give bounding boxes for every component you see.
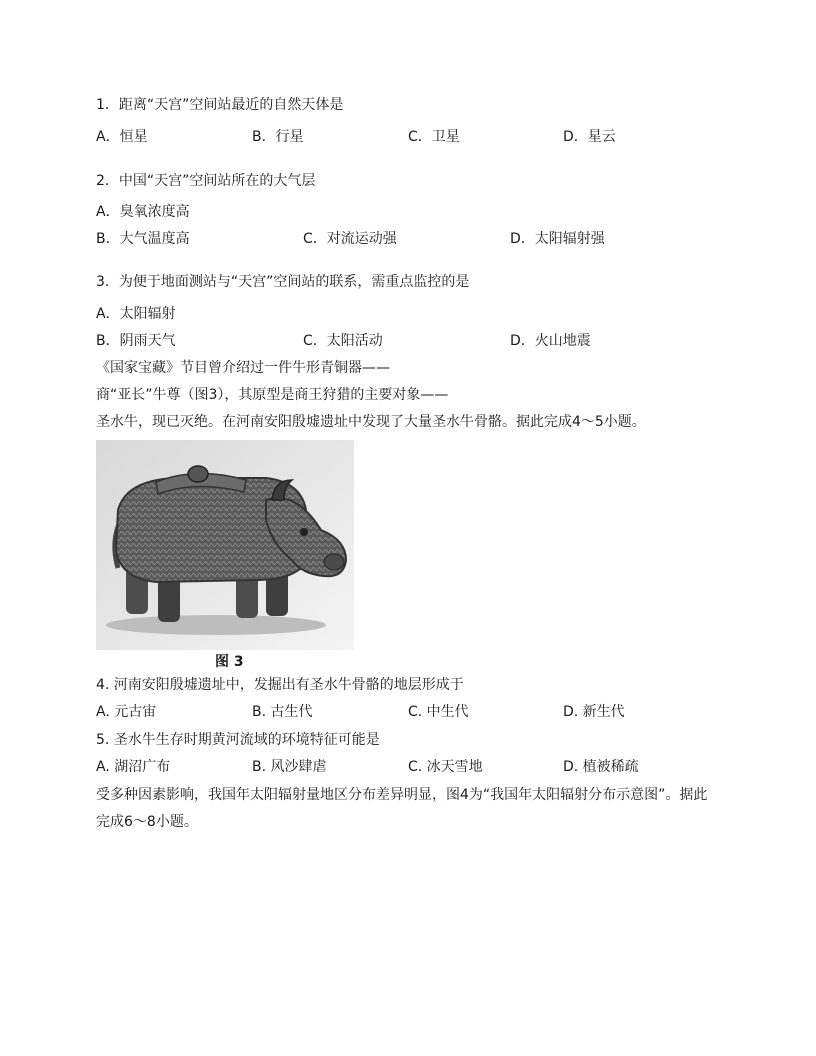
question-1-stem: 1．距离“天宫”空间站最近的自然天体是 — [96, 97, 344, 113]
question-4-option-c: C. 中生代 — [408, 704, 469, 720]
question-1-option-b: B．行星 — [252, 129, 304, 145]
question-5-option-d: D. 植被稀疏 — [563, 759, 639, 775]
question-2-option-b: B．大气温度高 — [96, 231, 190, 247]
question-4-stem: 4. 河南安阳殷墟遗址中，发掘出有圣水牛骨骼的地层形成于 — [96, 677, 464, 693]
question-2-option-d: D．太阳辐射强 — [510, 231, 605, 247]
bronze-ox-image — [96, 440, 354, 650]
passage-1-line-2: 商“亚长”牛尊（图3），其原型是商王狩猎的主要对象—— — [96, 387, 449, 403]
question-1-option-c: C．卫星 — [408, 129, 460, 145]
passage-2-line-2: 完成6～8小题。 — [96, 814, 198, 830]
question-3-option-a: A．太阳辐射 — [96, 306, 176, 322]
question-5-option-b: B. 风沙肆虐 — [252, 759, 327, 775]
question-5-option-a: A. 湖沼广布 — [96, 759, 171, 775]
passage-1-line-1: 《国家宝藏》节目曾介绍过一件牛形青铜器—— — [96, 360, 390, 376]
question-3-stem: 3．为便于地面测站与“天宫”空间站的联系，需重点监控的是 — [96, 274, 470, 290]
question-2-option-c: C．对流运动强 — [303, 231, 397, 247]
question-2-stem: 2．中国“天宫”空间站所在的大气层 — [96, 173, 316, 189]
question-3-option-b: B．阴雨天气 — [96, 333, 176, 349]
passage-1-line-3: 圣水牛，现已灭绝。在河南安阳殷墟遗址中发现了大量圣水牛骨骼。据此完成4～5小题。 — [96, 414, 646, 430]
question-5-option-c: C. 冰天雪地 — [408, 759, 483, 775]
question-2-option-a: A．臭氧浓度高 — [96, 204, 190, 220]
passage-2-line-1: 受多种因素影响，我国年太阳辐射量地区分布差异明显，图4为“我国年太阳辐射分布示意图”。据此 — [96, 787, 708, 803]
question-3-option-d: D．火山地震 — [510, 333, 591, 349]
question-1-option-d: D．星云 — [563, 129, 616, 145]
question-4-option-b: B. 古生代 — [252, 704, 313, 720]
figure-caption: 图 3 — [215, 654, 244, 670]
question-1-option-a: A．恒星 — [96, 129, 148, 145]
question-4-option-d: D. 新生代 — [563, 704, 625, 720]
question-3-option-c: C．太阳活动 — [303, 333, 383, 349]
question-4-option-a: A. 元古宙 — [96, 704, 157, 720]
question-5-stem: 5. 圣水牛生存时期黄河流域的环境特征可能是 — [96, 732, 380, 748]
